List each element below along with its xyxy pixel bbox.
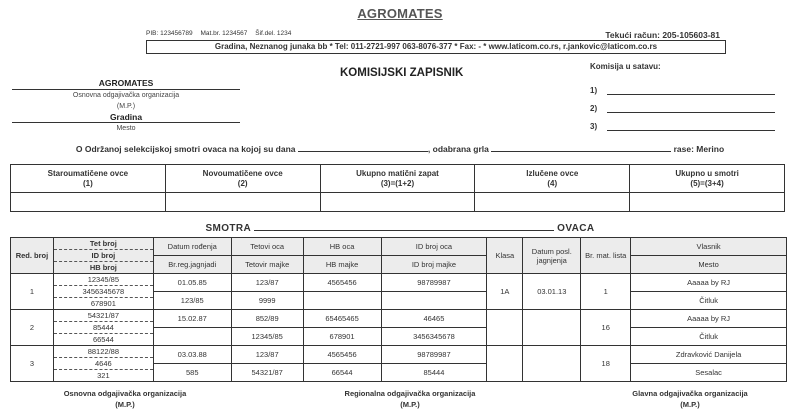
signature-line[interactable]: [607, 82, 775, 95]
commission-member-2: 2): [590, 95, 775, 113]
cell-datum-posl-jagnjenja: [523, 346, 581, 382]
cell-hb-oca: 4565456: [303, 274, 381, 292]
signature-line[interactable]: [607, 100, 775, 113]
summary-value-new[interactable]: [165, 193, 320, 212]
date-blank[interactable]: [298, 143, 428, 152]
cell-tet-id-hb: 12345/85 3456345678 678901: [53, 274, 153, 310]
sheep-table: [10, 237, 787, 382]
cell-id-broj-oca: 98789987: [381, 274, 487, 292]
footer-main-org: Glavna odgajivačka organizacija (M.P.): [632, 389, 748, 409]
cell-id-broj-oca: 98789987: [381, 346, 487, 364]
selected-heads-blank[interactable]: [491, 143, 671, 152]
header-vlasnik: Vlasnik: [631, 238, 787, 256]
cell-datum-posl-jagnjenja: [523, 310, 581, 346]
cell-klasa: [487, 310, 523, 346]
summary-table: [10, 164, 785, 212]
header-mesto: Mesto: [631, 256, 787, 274]
organization-block: [12, 78, 240, 134]
summary-header-old: Staroumatičene ovce (1): [11, 165, 166, 193]
cell-br-mat-lista: 16: [581, 310, 631, 346]
table-row: [11, 346, 787, 364]
cell-klasa: [487, 346, 523, 382]
pib: PIB: 123456789: [146, 30, 193, 37]
header-hb-oca: HB oca: [303, 238, 381, 256]
bank-account: Tekući račun: 205-105603-81: [605, 30, 720, 40]
cell-id-broj-majke: 3456345678: [381, 328, 487, 346]
table-row: [11, 310, 787, 328]
summary-header-total-stock: Ukupno matični zapat (3)=(1+2): [320, 165, 475, 193]
cell-hb-majke: 66544: [303, 364, 381, 382]
cell-tetovi-oca: 123/87: [231, 274, 303, 292]
cell-br-mat-lista: 1: [581, 274, 631, 310]
organization-type: Osnovna odgajivačka organizacija: [72, 92, 180, 99]
mat-br: Mat.br. 1234567: [200, 30, 248, 37]
commission-member-3: 3): [590, 113, 775, 131]
cell-id-broj-majke: 85444: [381, 364, 487, 382]
summary-header-new: Novoumatičene ovce (2): [165, 165, 320, 193]
header-datum-posl-jagnjenja: Datum posl. jagnjenja: [523, 238, 581, 274]
cell-id-broj-majke: [381, 292, 487, 310]
organization-name: AGROMATES: [12, 78, 240, 90]
table-row: [11, 274, 787, 292]
cell-mesto: Sesalac: [631, 364, 787, 382]
cell-br-mat-lista: 18: [581, 346, 631, 382]
cell-vlasnik: Zdravković Danijela: [631, 346, 787, 364]
address-contact-line: Gradina, Neznanog junaka bb * Tel: 011-2721-997 063-8076-377 * Fax: - * www.laticom.co.rs, r.jankovic@laticom.co.rs: [146, 40, 726, 54]
cell-hb-majke: 678901: [303, 328, 381, 346]
cell-br-reg-jagnjadi: 585: [153, 364, 231, 382]
cell-tetovir-majke: 54321/87: [231, 364, 303, 382]
place-name: Gradina: [12, 112, 240, 123]
cell-br-reg-jagnjadi: [153, 328, 231, 346]
header-id-broj-oca: ID broj oca: [381, 238, 487, 256]
cell-id-broj-oca: 46465: [381, 310, 487, 328]
header-hb-majke: HB majke: [303, 256, 381, 274]
cell-datum-rodjenja: 15.02.87: [153, 310, 231, 328]
summary-header-total-review: Ukupno u smotri (5)=(3+4): [630, 165, 785, 193]
header-klasa: Klasa: [487, 238, 523, 274]
organization-stamp: (M.P.): [116, 103, 136, 110]
cell-red-broj: 2: [11, 310, 54, 346]
cell-br-reg-jagnjadi: 123/85: [153, 292, 231, 310]
cell-mesto: Čitluk: [631, 292, 787, 310]
commission-block: [590, 62, 775, 131]
cell-tetovi-oca: 123/87: [231, 346, 303, 364]
cell-hb-oca: 4565456: [303, 346, 381, 364]
document-title: KOMISIJSKI ZAPISNIK: [340, 67, 464, 79]
smotra-blank[interactable]: [254, 221, 554, 231]
cell-tetovir-majke: 12345/85: [231, 328, 303, 346]
header-id-broj-majke: ID broj majke: [381, 256, 487, 274]
cell-datum-rodjenja: 01.05.85: [153, 274, 231, 292]
summary-header-culled: Izlučene ovce (4): [475, 165, 630, 193]
summary-value-total-review[interactable]: [630, 193, 785, 212]
cell-red-broj: 3: [11, 346, 54, 382]
cell-vlasnik: Aaaaa by RJ: [631, 274, 787, 292]
footer-regional-org: Regionalna odgajivačka organizacija (M.P.): [344, 389, 476, 409]
smotra-heading: SMOTRA OVACA: [205, 223, 595, 234]
header-tetovir-majke: Tetovir majke: [231, 256, 303, 274]
cell-klasa: 1A: [487, 274, 523, 310]
summary-value-culled[interactable]: [475, 193, 630, 212]
cell-tet-id-hb: 88122/88 4646 321: [53, 346, 153, 382]
registration-info: [146, 30, 297, 37]
footer-basic-org: Osnovna odgajivačka organizacija (M.P.): [63, 389, 187, 409]
cell-datum-posl-jagnjenja: 03.01.13: [523, 274, 581, 310]
header-red-broj: Red. broj: [11, 238, 54, 274]
summary-value-total-stock[interactable]: [320, 193, 475, 212]
cell-hb-oca: 65465465: [303, 310, 381, 328]
cell-red-broj: 1: [11, 274, 54, 310]
cell-tet-id-hb: 54321/87 85444 66544: [53, 310, 153, 346]
cell-tetovi-oca: 852/89: [231, 310, 303, 328]
header-br-reg-jagnjadi: Br.reg.jagnjadi: [153, 256, 231, 274]
header-tet-id-hb: Tet broj ID broj HB broj: [53, 238, 153, 274]
review-sentence: O Održanoj selekcijskoj smotri ovaca na kojoj su dana , odabrana grla rase: Merino: [75, 144, 725, 154]
summary-value-old[interactable]: [11, 193, 166, 212]
cell-tetovir-majke: 9999: [231, 292, 303, 310]
commission-label: Komisija u satavu:: [590, 62, 661, 71]
header-tetovi-oca: Tetovi oca: [231, 238, 303, 256]
cell-datum-rodjenja: 03.03.88: [153, 346, 231, 364]
signature-line[interactable]: [607, 118, 775, 131]
header-datum-rodjenja: Datum rođenja: [153, 238, 231, 256]
sif-del: Šif.del. 1234: [255, 30, 292, 37]
cell-mesto: Čitluk: [631, 328, 787, 346]
cell-vlasnik: Aaaaa by RJ: [631, 310, 787, 328]
company-brand-title: AGROMATES: [357, 6, 443, 21]
place-label: Mesto: [116, 125, 136, 132]
commission-member-1: 1): [590, 77, 775, 95]
cell-hb-majke: [303, 292, 381, 310]
header-br-mat-lista: Br. mat. lista: [581, 238, 631, 274]
